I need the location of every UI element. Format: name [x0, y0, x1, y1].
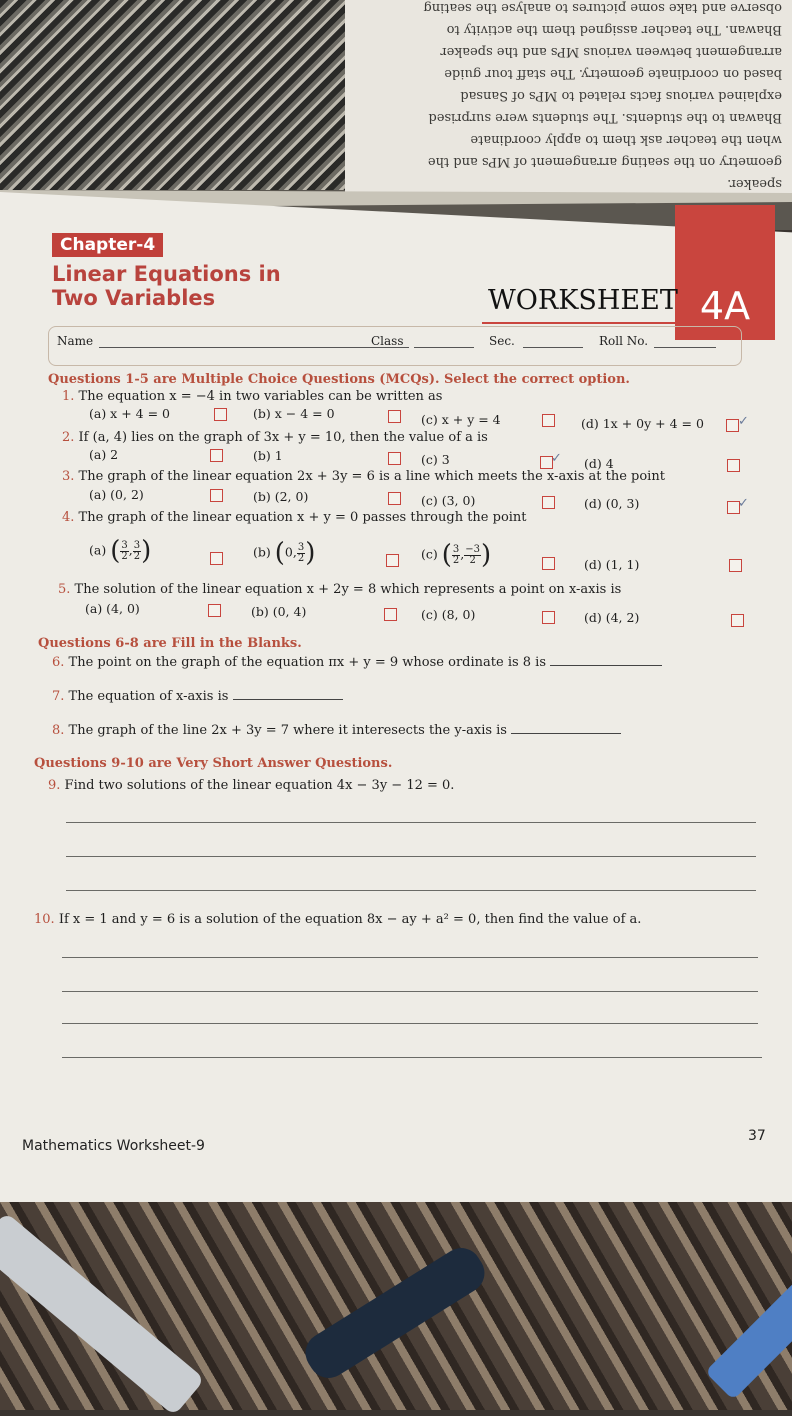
mcq-heading: Questions 1-5 are Multiple Choice Questions (MCQs). Select the correct option.	[48, 372, 630, 387]
q-text: Find two solutions of the linear equation 4x − 3y − 12 = 0.	[64, 778, 455, 793]
fraction	[297, 543, 305, 564]
bg-line: geometry on the seating arrangement of MPs and the	[427, 154, 782, 169]
denominator: 2	[297, 552, 305, 564]
name-field[interactable]	[99, 347, 409, 348]
q1-option-d: (d) 1x + 0y + 4 = 0	[581, 416, 704, 431]
option-letter: (a)	[89, 542, 107, 558]
q2-option-c: (c) 3	[421, 452, 450, 467]
class-field[interactable]	[414, 347, 474, 348]
question-8	[52, 723, 621, 738]
checkmark-icon: ✓	[738, 414, 749, 429]
q5-option-a: (a) (4, 0)	[85, 601, 140, 616]
fraction	[452, 545, 460, 566]
q-text: The graph of the linear equation x + y = 0 passes through the point	[78, 510, 527, 525]
question-10	[34, 912, 641, 927]
answer-line[interactable]	[62, 1023, 758, 1024]
q-number: 9.	[48, 778, 61, 793]
page-number: 37	[748, 1128, 766, 1144]
q-number: 5.	[58, 582, 71, 597]
q5-option-d: (d) (4, 2)	[584, 610, 640, 625]
denominator: 2	[452, 554, 460, 566]
mirrored-background-text	[345, 0, 792, 200]
q3-checkbox-a[interactable]	[210, 489, 223, 502]
student-info-box	[48, 326, 742, 366]
class-label: Class	[371, 334, 404, 348]
q3-checkbox-c[interactable]	[542, 496, 555, 509]
answer-line[interactable]	[62, 1057, 762, 1058]
checkmark-icon: ✓	[738, 496, 749, 511]
fraction	[464, 545, 481, 566]
q4-checkbox-d[interactable]	[729, 559, 742, 572]
denominator: 2	[133, 550, 141, 562]
chapter-title-line1: Linear Equations in	[52, 262, 281, 286]
denominator: 2	[121, 550, 128, 562]
fraction	[133, 541, 141, 562]
q2-option-b: (b) 1	[253, 448, 283, 463]
q2-option-d: (d) 4	[584, 456, 614, 471]
q4-option-d: (d) (1, 1)	[584, 557, 640, 572]
q3-option-d: (d) (0, 3)	[584, 496, 640, 511]
q-text: The graph of the line 2x + 3y = 7 where it interesects the y-axis is	[68, 723, 507, 738]
numerator: −3	[465, 543, 481, 555]
q2-checkbox-b[interactable]	[388, 452, 401, 465]
bg-line: Bhawan. The teacher assigned them the activity to	[446, 22, 782, 37]
chapter-title	[52, 262, 281, 310]
q5-checkbox-a[interactable]	[208, 604, 221, 617]
vsa-heading: Questions 9-10 are Very Short Answer Questions.	[34, 756, 393, 771]
q-text: If x = 1 and y = 6 is a solution of the equation 8x − ay + a² = 0, then find the value of a.	[58, 912, 642, 927]
q4-checkbox-a[interactable]	[210, 552, 223, 565]
q-number: 1.	[62, 389, 75, 404]
bg-line: Bhawan to the students. The students were surprised	[428, 110, 782, 125]
question-7	[52, 689, 343, 704]
q4-checkbox-b[interactable]	[386, 554, 399, 567]
answer-line[interactable]	[66, 890, 756, 891]
chapter-title-line2: Two Variables	[52, 286, 216, 310]
denominator: 2	[469, 554, 476, 566]
bg-line: when the teacher ask them to apply coordinate	[470, 132, 782, 147]
answer-line[interactable]	[66, 856, 756, 857]
q5-option-b: (b) (0, 4)	[251, 604, 307, 619]
q-text: If (a, 4) lies on the graph of 3x + y = 10, then the value of a is	[78, 430, 488, 445]
q3-option-a: (a) (0, 2)	[89, 487, 144, 502]
q-number: 10.	[34, 912, 55, 927]
q-number: 6.	[52, 655, 65, 670]
right-paren: )	[481, 540, 492, 570]
worksheet-rule	[482, 322, 677, 324]
q3-checkbox-b[interactable]	[388, 492, 401, 505]
q5-checkbox-d[interactable]	[731, 614, 744, 627]
question-6	[52, 655, 662, 670]
q-number: 7.	[52, 689, 65, 704]
right-paren: )	[141, 536, 152, 566]
chapter-tag: Chapter-4	[52, 233, 163, 257]
right-paren: )	[305, 538, 316, 568]
answer-line[interactable]	[62, 991, 758, 992]
q2-checkbox-a[interactable]	[210, 449, 223, 462]
bg-line: explained various facts related to MPs of Sansad	[460, 88, 782, 103]
q-number: 4.	[62, 510, 75, 525]
question-5	[58, 582, 621, 597]
answer-blank[interactable]	[233, 699, 343, 700]
question-9	[48, 778, 454, 793]
q-text: The equation x = −4 in two variables can be written as	[78, 389, 443, 404]
bg-line: arrangement between various MPs and the speaker	[440, 44, 782, 59]
q5-checkbox-c[interactable]	[542, 611, 555, 624]
q-text: The graph of the linear equation 2x + 3y = 6 is a line which meets the x-axis at the point	[78, 469, 665, 484]
numerator: 3	[133, 539, 141, 551]
fraction	[120, 541, 128, 562]
q5-checkbox-b[interactable]	[384, 608, 397, 621]
q4-option-a: (a) ( $\frac{3}{2}$ , $\frac{3}{2}$ )	[89, 536, 152, 566]
sec-field[interactable]	[523, 347, 583, 348]
q5-option-c: (c) (8, 0)	[421, 607, 476, 622]
sec-label: Sec.	[489, 334, 515, 348]
footer-title: Mathematics Worksheet-9	[22, 1138, 205, 1154]
q1-option-a: (a) x + 4 = 0	[89, 406, 170, 421]
bg-line: observe and take some pictures to analyse the seating	[423, 0, 782, 15]
q-text: The solution of the linear equation x + 2y = 8 which represents a point on x-axis is	[74, 582, 622, 597]
q-text: The point on the graph of the equation πx + y = 9 whose ordinate is 8 is	[68, 655, 547, 670]
answer-line[interactable]	[62, 957, 758, 958]
q4-checkbox-c[interactable]	[542, 557, 555, 570]
worksheet-code-box	[675, 205, 775, 340]
q-number: 3.	[62, 469, 75, 484]
q1-checkbox-c[interactable]	[542, 414, 555, 427]
q-number: 2.	[62, 430, 75, 445]
q3-option-b: (b) (2, 0)	[253, 489, 309, 504]
q1-checkbox-a[interactable]	[214, 408, 227, 421]
q4-option-c: (c) ( $\frac{3}{2}$ , $\frac{-3}{2}$ )	[421, 540, 492, 570]
q2-checkbox-d[interactable]	[727, 459, 740, 472]
roll-field[interactable]	[654, 347, 716, 348]
name-label: Name	[57, 334, 94, 348]
question-4	[62, 510, 527, 525]
option-letter: (c)	[421, 546, 438, 562]
numerator: 3	[297, 541, 305, 553]
numerator: 3	[452, 543, 460, 555]
left-paren: (	[110, 536, 121, 566]
background-photo	[0, 0, 345, 190]
checkmark-icon: ✓	[551, 451, 562, 466]
worksheet-label: WORKSHEET	[488, 285, 678, 316]
left-paren: (	[441, 540, 452, 570]
answer-line[interactable]	[66, 822, 756, 823]
q4-option-b	[253, 540, 315, 566]
q-text: The equation of x-axis is	[68, 689, 229, 704]
option-letter: (b)	[253, 544, 271, 560]
question-2	[62, 430, 488, 445]
q2-option-a: (a) 2	[89, 447, 119, 462]
answer-blank[interactable]	[511, 733, 621, 734]
worksheet-code: 4A	[699, 284, 751, 328]
zero-prefix: 0,	[284, 544, 297, 560]
roll-label: Roll No.	[599, 334, 649, 348]
q1-option-b: (b) x − 4 = 0	[253, 406, 335, 421]
fill-heading: Questions 6-8 are Fill in the Blanks.	[38, 636, 302, 651]
bg-line: based on coordinate geometry. The staff tour guide	[444, 66, 782, 81]
q1-option-c: (c) x + y = 4	[421, 412, 501, 427]
question-3	[62, 469, 665, 484]
q-number: 8.	[52, 723, 65, 738]
answer-blank[interactable]	[550, 665, 662, 666]
left-paren: (	[274, 538, 285, 568]
bg-line: speaker.	[727, 176, 782, 191]
numerator: 3	[121, 539, 128, 551]
question-1	[62, 389, 442, 404]
q3-option-c: (c) (3, 0)	[421, 493, 476, 508]
q1-checkbox-b[interactable]	[388, 410, 401, 423]
